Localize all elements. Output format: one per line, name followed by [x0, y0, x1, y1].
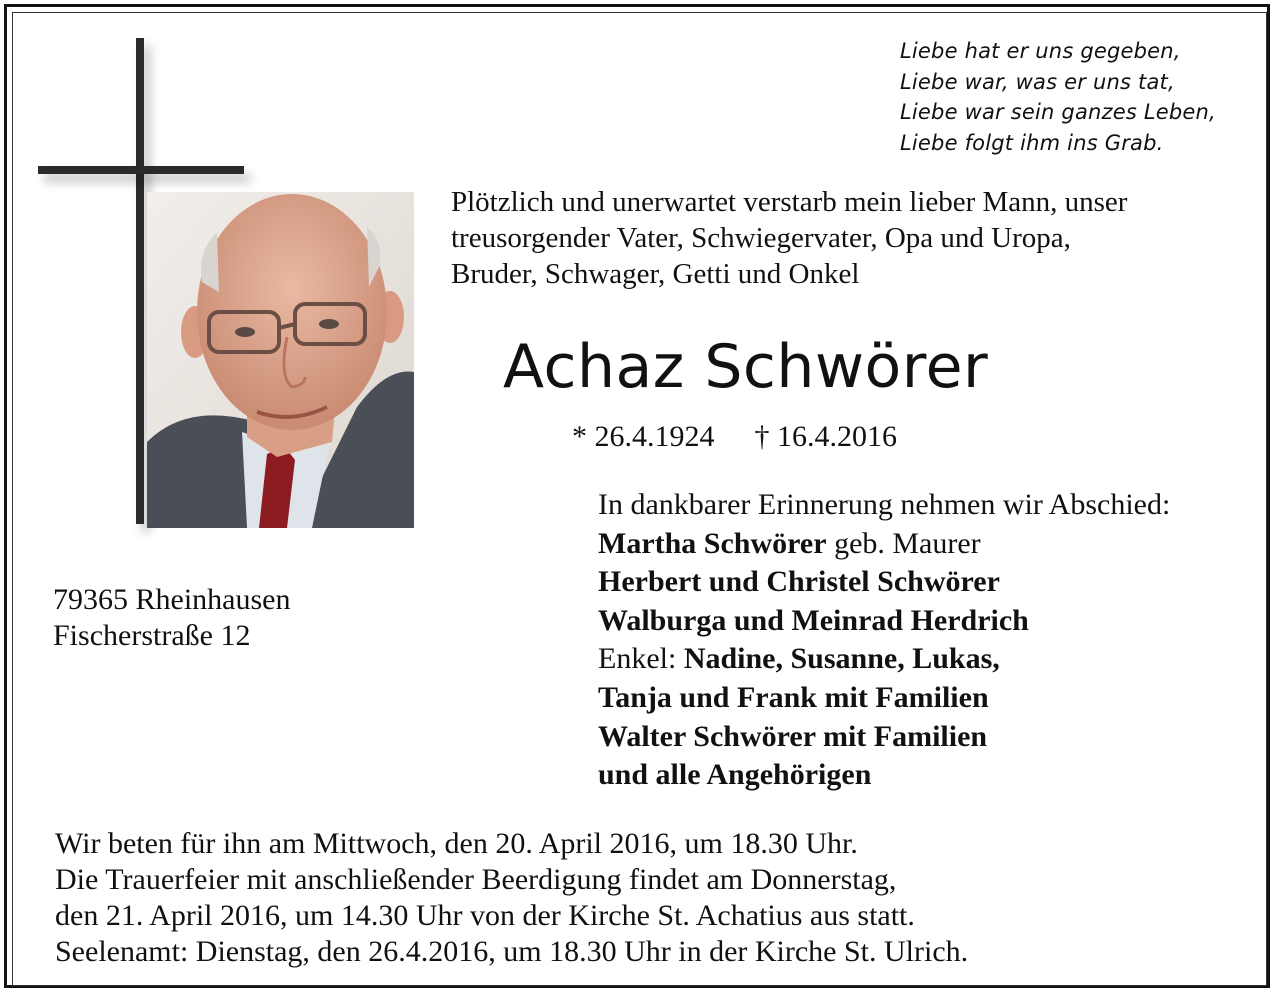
poem: [900, 36, 1216, 158]
mourner-line: Walter Schwörer mit Familien: [598, 719, 988, 753]
deceased-name: Achaz Schwörer: [503, 332, 989, 402]
intro-line: Plötzlich und unerwartet verstarb mein lieber Mann, unser: [451, 186, 1128, 218]
cross-icon-bar: [38, 166, 244, 174]
mourners-heading: In dankbarer Erinnerung nehmen wir Abschied:: [598, 488, 1171, 521]
poem-line: Liebe war sein ganzes Leben,: [900, 100, 1216, 124]
widow-nee: geb. Maurer: [826, 526, 981, 560]
service-line: Die Trauerfeier mit anschließender Beerdigung findet am Donnerstag,: [55, 863, 897, 896]
service-line: den 21. April 2016, um 14.30 Uhr von der Kirche St. Achatius aus statt.: [55, 899, 915, 932]
birth-date: * 26.4.1924: [572, 420, 715, 453]
portrait-photo: [147, 192, 414, 528]
service-line: Wir beten für ihn am Mittwoch, den 20. April 2016, um 18.30 Uhr.: [55, 827, 858, 860]
service-details: [55, 826, 968, 970]
poem-line: Liebe folgt ihm ins Grab.: [900, 130, 1164, 155]
cross-icon: [136, 38, 144, 524]
intro-text: [451, 184, 1127, 292]
poem-line: Liebe hat er uns gegeben,: [900, 39, 1181, 63]
grandchildren-label: Enkel:: [598, 642, 684, 676]
life-dates: [572, 420, 897, 454]
address-street: Fischerstraße 12: [53, 619, 251, 652]
mourners-list: [598, 486, 1170, 795]
death-date: † 16.4.2016: [754, 420, 897, 453]
mourner-line: Walburga und Meinrad Herdrich: [598, 603, 1029, 637]
mourner-line: [598, 525, 1170, 564]
intro-line: Bruder, Schwager, Getti und Onkel: [451, 258, 860, 290]
poem-line: Liebe war, was er uns tat,: [900, 69, 1175, 94]
address: [53, 582, 290, 654]
grandchildren-names: Nadine, Susanne, Lukas,: [683, 642, 1000, 676]
address-city: 79365 Rheinhausen: [53, 583, 291, 616]
widow-name: Martha Schwörer: [598, 526, 827, 560]
mourner-line: Tanja und Frank mit Familien: [598, 680, 989, 714]
mourner-line: und alle Angehörigen: [598, 758, 872, 792]
service-line: Seelenamt: Dienstag, den 26.4.2016, um 18.30 Uhr in der Kirche St. Ulrich.: [55, 935, 969, 968]
intro-line: treusorgender Vater, Schwiegervater, Opa und Uropa,: [451, 222, 1071, 254]
mourner-line: [598, 640, 1170, 679]
mourner-line: Herbert und Christel Schwörer: [598, 565, 1000, 599]
